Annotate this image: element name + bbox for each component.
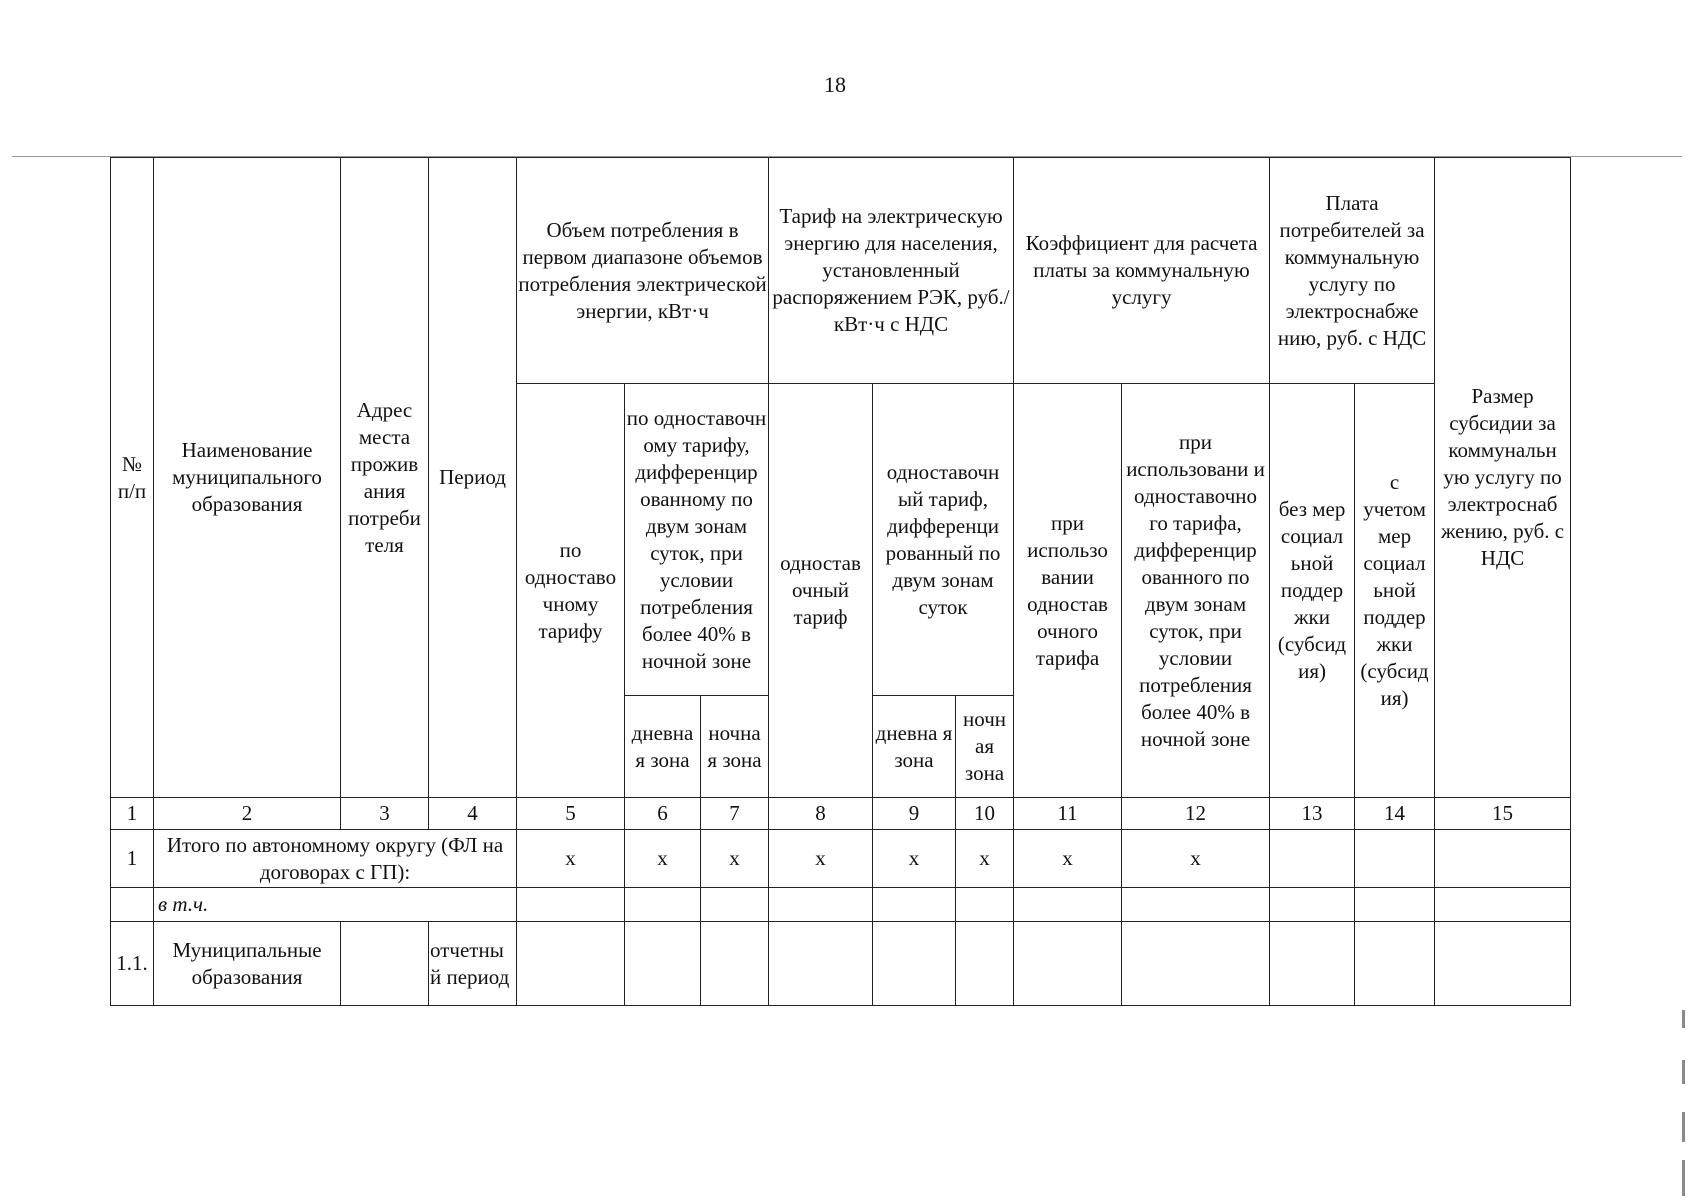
column-number: 3 bbox=[341, 798, 429, 830]
header-volume-day: дневна я зона bbox=[625, 696, 701, 798]
table-cell bbox=[701, 922, 769, 1006]
table-row-municipal bbox=[111, 922, 1571, 1006]
table-cell: х bbox=[1014, 830, 1122, 888]
table-cell bbox=[111, 888, 154, 922]
header-coef-group: Коэффициент для расчета платы за коммунальную услугу bbox=[1014, 158, 1270, 384]
table-cell: х bbox=[1122, 830, 1270, 888]
header-pay-group: Плата потребителей за коммунальную услугу по электроснабже нию, руб. с НДС bbox=[1270, 158, 1435, 384]
header-address: Адрес места прожив ания потреби теля bbox=[341, 158, 429, 798]
header-volume-group: Объем потребления в первом диапазоне объемов потребления электрической энергии, кВт·ч bbox=[517, 158, 769, 384]
header-tariff-diff: одноставочн ый тариф, дифференци рованный по двум зонам суток bbox=[873, 384, 1014, 696]
column-number: 15 bbox=[1435, 798, 1571, 830]
column-number: 1 bbox=[111, 798, 154, 830]
column-number: 5 bbox=[517, 798, 625, 830]
table-cell bbox=[1435, 922, 1571, 1006]
table-row-total bbox=[111, 830, 1571, 888]
table-cell bbox=[517, 922, 625, 1006]
table-cell bbox=[1014, 922, 1122, 1006]
table-cell bbox=[625, 888, 701, 922]
column-number: 14 bbox=[1355, 798, 1435, 830]
table-cell bbox=[956, 922, 1014, 1006]
column-number: 11 bbox=[1014, 798, 1122, 830]
scan-edge-mark bbox=[1682, 1010, 1685, 1028]
header-tariff-day: дневна я зона bbox=[873, 696, 956, 798]
header-subsidy: Размер субсидии за коммунальн ую услугу по электроснаб жению, руб. с НДС bbox=[1435, 158, 1571, 798]
header-volume-diff: по одноставочн ому тарифу, дифференцир ованному по двум зонам суток, при условии потребления более 40% в ночной зоне bbox=[625, 384, 769, 696]
header-pay-with: с учетом мер социал ьной поддер жки (субсид ия) bbox=[1355, 384, 1435, 798]
total-row-label: Итого по автономному округу (ФЛ на договорах с ГП): bbox=[154, 830, 517, 888]
header-name: Наименование муниципального образования bbox=[154, 158, 341, 798]
table-cell: х bbox=[625, 830, 701, 888]
table-cell bbox=[1355, 830, 1435, 888]
header-coef-single: при использо вании одностав очного тарифа bbox=[1014, 384, 1122, 798]
scan-edge-mark bbox=[1682, 1060, 1685, 1084]
scan-edge-mark bbox=[1682, 1112, 1685, 1142]
header-tariff-single: одностав очный тариф bbox=[769, 384, 873, 798]
table-cell bbox=[1014, 888, 1122, 922]
municipal-row-num: 1.1. bbox=[111, 922, 154, 1006]
table-cell bbox=[1122, 888, 1270, 922]
table-cell bbox=[873, 888, 956, 922]
table-cell bbox=[769, 922, 873, 1006]
column-number: 13 bbox=[1270, 798, 1355, 830]
table-cell bbox=[701, 888, 769, 922]
table-cell bbox=[873, 922, 956, 1006]
table-cell bbox=[1270, 888, 1355, 922]
table-cell: х bbox=[769, 830, 873, 888]
column-number-row bbox=[111, 798, 1571, 830]
header-tariff-night: ночн ая зона bbox=[956, 696, 1014, 798]
header-period: Период bbox=[429, 158, 517, 798]
municipal-row-period: отчетны й период bbox=[429, 922, 517, 1006]
table-cell bbox=[1355, 888, 1435, 922]
column-number: 9 bbox=[873, 798, 956, 830]
table-cell bbox=[517, 888, 625, 922]
column-number: 12 bbox=[1122, 798, 1270, 830]
column-number: 2 bbox=[154, 798, 341, 830]
table-cell bbox=[769, 888, 873, 922]
table-cell: х bbox=[873, 830, 956, 888]
subsidy-table bbox=[110, 157, 1571, 1006]
table-cell bbox=[1270, 830, 1355, 888]
table-cell bbox=[1122, 922, 1270, 1006]
header-tariff-group: Тариф на электрическую энергию для населения, установленный распоряжением РЭК, руб./кВт·ч с НДС bbox=[769, 158, 1014, 384]
scan-edge-mark bbox=[1682, 1160, 1685, 1196]
municipal-row-address bbox=[341, 922, 429, 1006]
column-number: 6 bbox=[625, 798, 701, 830]
header-num: № п/п bbox=[111, 158, 154, 798]
column-number: 8 bbox=[769, 798, 873, 830]
table-row-including bbox=[111, 888, 1571, 922]
header-coef-diff: при использовани и одноставочно го тарифа, дифференцир ованного по двум зонам суток, при условии потребления более 40% в ночной зоне bbox=[1122, 384, 1270, 798]
table-cell: х bbox=[956, 830, 1014, 888]
header-pay-without: без мер социал ьной поддер жки (субсид ия) bbox=[1270, 384, 1355, 798]
table-cell bbox=[625, 922, 701, 1006]
column-number: 7 bbox=[701, 798, 769, 830]
column-number: 10 bbox=[956, 798, 1014, 830]
table-cell bbox=[1435, 830, 1571, 888]
table-cell: х bbox=[517, 830, 625, 888]
table-cell bbox=[956, 888, 1014, 922]
header-volume-night: ночна я зона bbox=[701, 696, 769, 798]
municipal-row-name: Муниципальные образования bbox=[154, 922, 341, 1006]
including-label: в т.ч. bbox=[154, 888, 517, 922]
header-row-top bbox=[111, 158, 1571, 384]
total-row-num: 1 bbox=[111, 830, 154, 888]
table-cell bbox=[1435, 888, 1571, 922]
table-cell: х bbox=[701, 830, 769, 888]
table-cell bbox=[1270, 922, 1355, 1006]
table-cell bbox=[1355, 922, 1435, 1006]
column-number: 4 bbox=[429, 798, 517, 830]
header-volume-single: по одноставо чному тарифу bbox=[517, 384, 625, 798]
page-number: 18 bbox=[824, 72, 846, 97]
